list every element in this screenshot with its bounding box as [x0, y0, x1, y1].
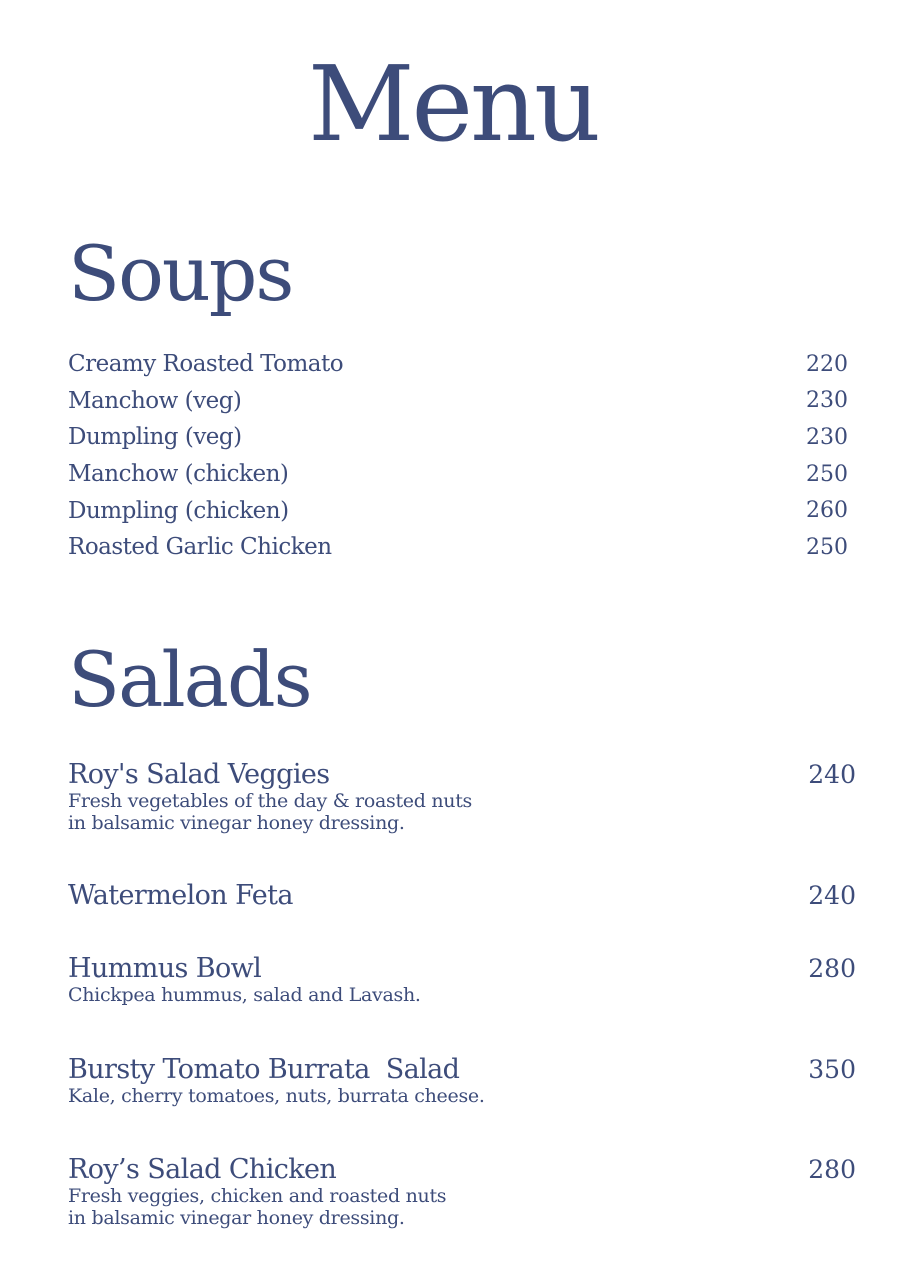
soup-item-price: 220	[806, 351, 848, 377]
soup-item-price: 230	[806, 388, 848, 414]
soup-item	[68, 419, 848, 456]
salad-item	[68, 881, 856, 911]
salad-item	[68, 1155, 856, 1229]
salad-item-name: Watermelon Feta	[68, 880, 293, 911]
salad-item	[68, 954, 856, 1006]
salad-item-name: Roy's Salad Veggies	[68, 759, 330, 790]
menu-title: Menu	[308, 43, 598, 165]
soup-item	[68, 456, 848, 493]
salad-item-price: 240	[808, 881, 856, 910]
soup-item-name: Dumpling (chicken)	[68, 497, 289, 524]
soup-item-name: Roasted Garlic Chicken	[68, 534, 332, 561]
salad-item-description: Chickpea hummus, salad and Lavash.	[68, 984, 421, 1006]
salad-item-name: Roy’s Salad Chicken	[68, 1154, 337, 1185]
salad-item-description: Fresh vegetables of the day & roasted nuts in balsamic vinegar honey dressing.	[68, 790, 472, 834]
soup-item-price: 250	[806, 534, 848, 560]
soup-item-price: 250	[806, 461, 848, 487]
salad-item-name: Hummus Bowl	[68, 953, 262, 984]
soup-item-price: 260	[806, 498, 848, 524]
soup-item-name: Manchow (chicken)	[68, 461, 289, 488]
soups-list	[68, 346, 848, 566]
salad-item	[68, 760, 856, 834]
salad-item-description: Kale, cherry tomatoes, nuts, burrata cheese.	[68, 1085, 485, 1107]
salad-item-name: Bursty Tomato Burrata Salad	[68, 1054, 460, 1085]
soup-item	[68, 529, 848, 566]
soup-item-name: Manchow (veg)	[68, 387, 242, 414]
salad-item-price: 350	[808, 1055, 856, 1084]
soup-item	[68, 346, 848, 383]
soup-item-name: Dumpling (veg)	[68, 424, 242, 451]
salad-item-description: Fresh veggies, chicken and roasted nuts in balsamic vinegar honey dressing.	[68, 1185, 447, 1229]
salad-item	[68, 1055, 856, 1107]
soup-item-price: 230	[806, 424, 848, 450]
soups-section-title: Soups	[68, 229, 293, 318]
soup-item	[68, 492, 848, 529]
salad-item-price: 280	[808, 954, 856, 983]
soup-item	[68, 383, 848, 420]
salad-item-price: 280	[808, 1155, 856, 1184]
salads-section-title: Salads	[68, 635, 311, 724]
soup-item-name: Creamy Roasted Tomato	[68, 351, 344, 378]
salad-item-price: 240	[808, 760, 856, 789]
